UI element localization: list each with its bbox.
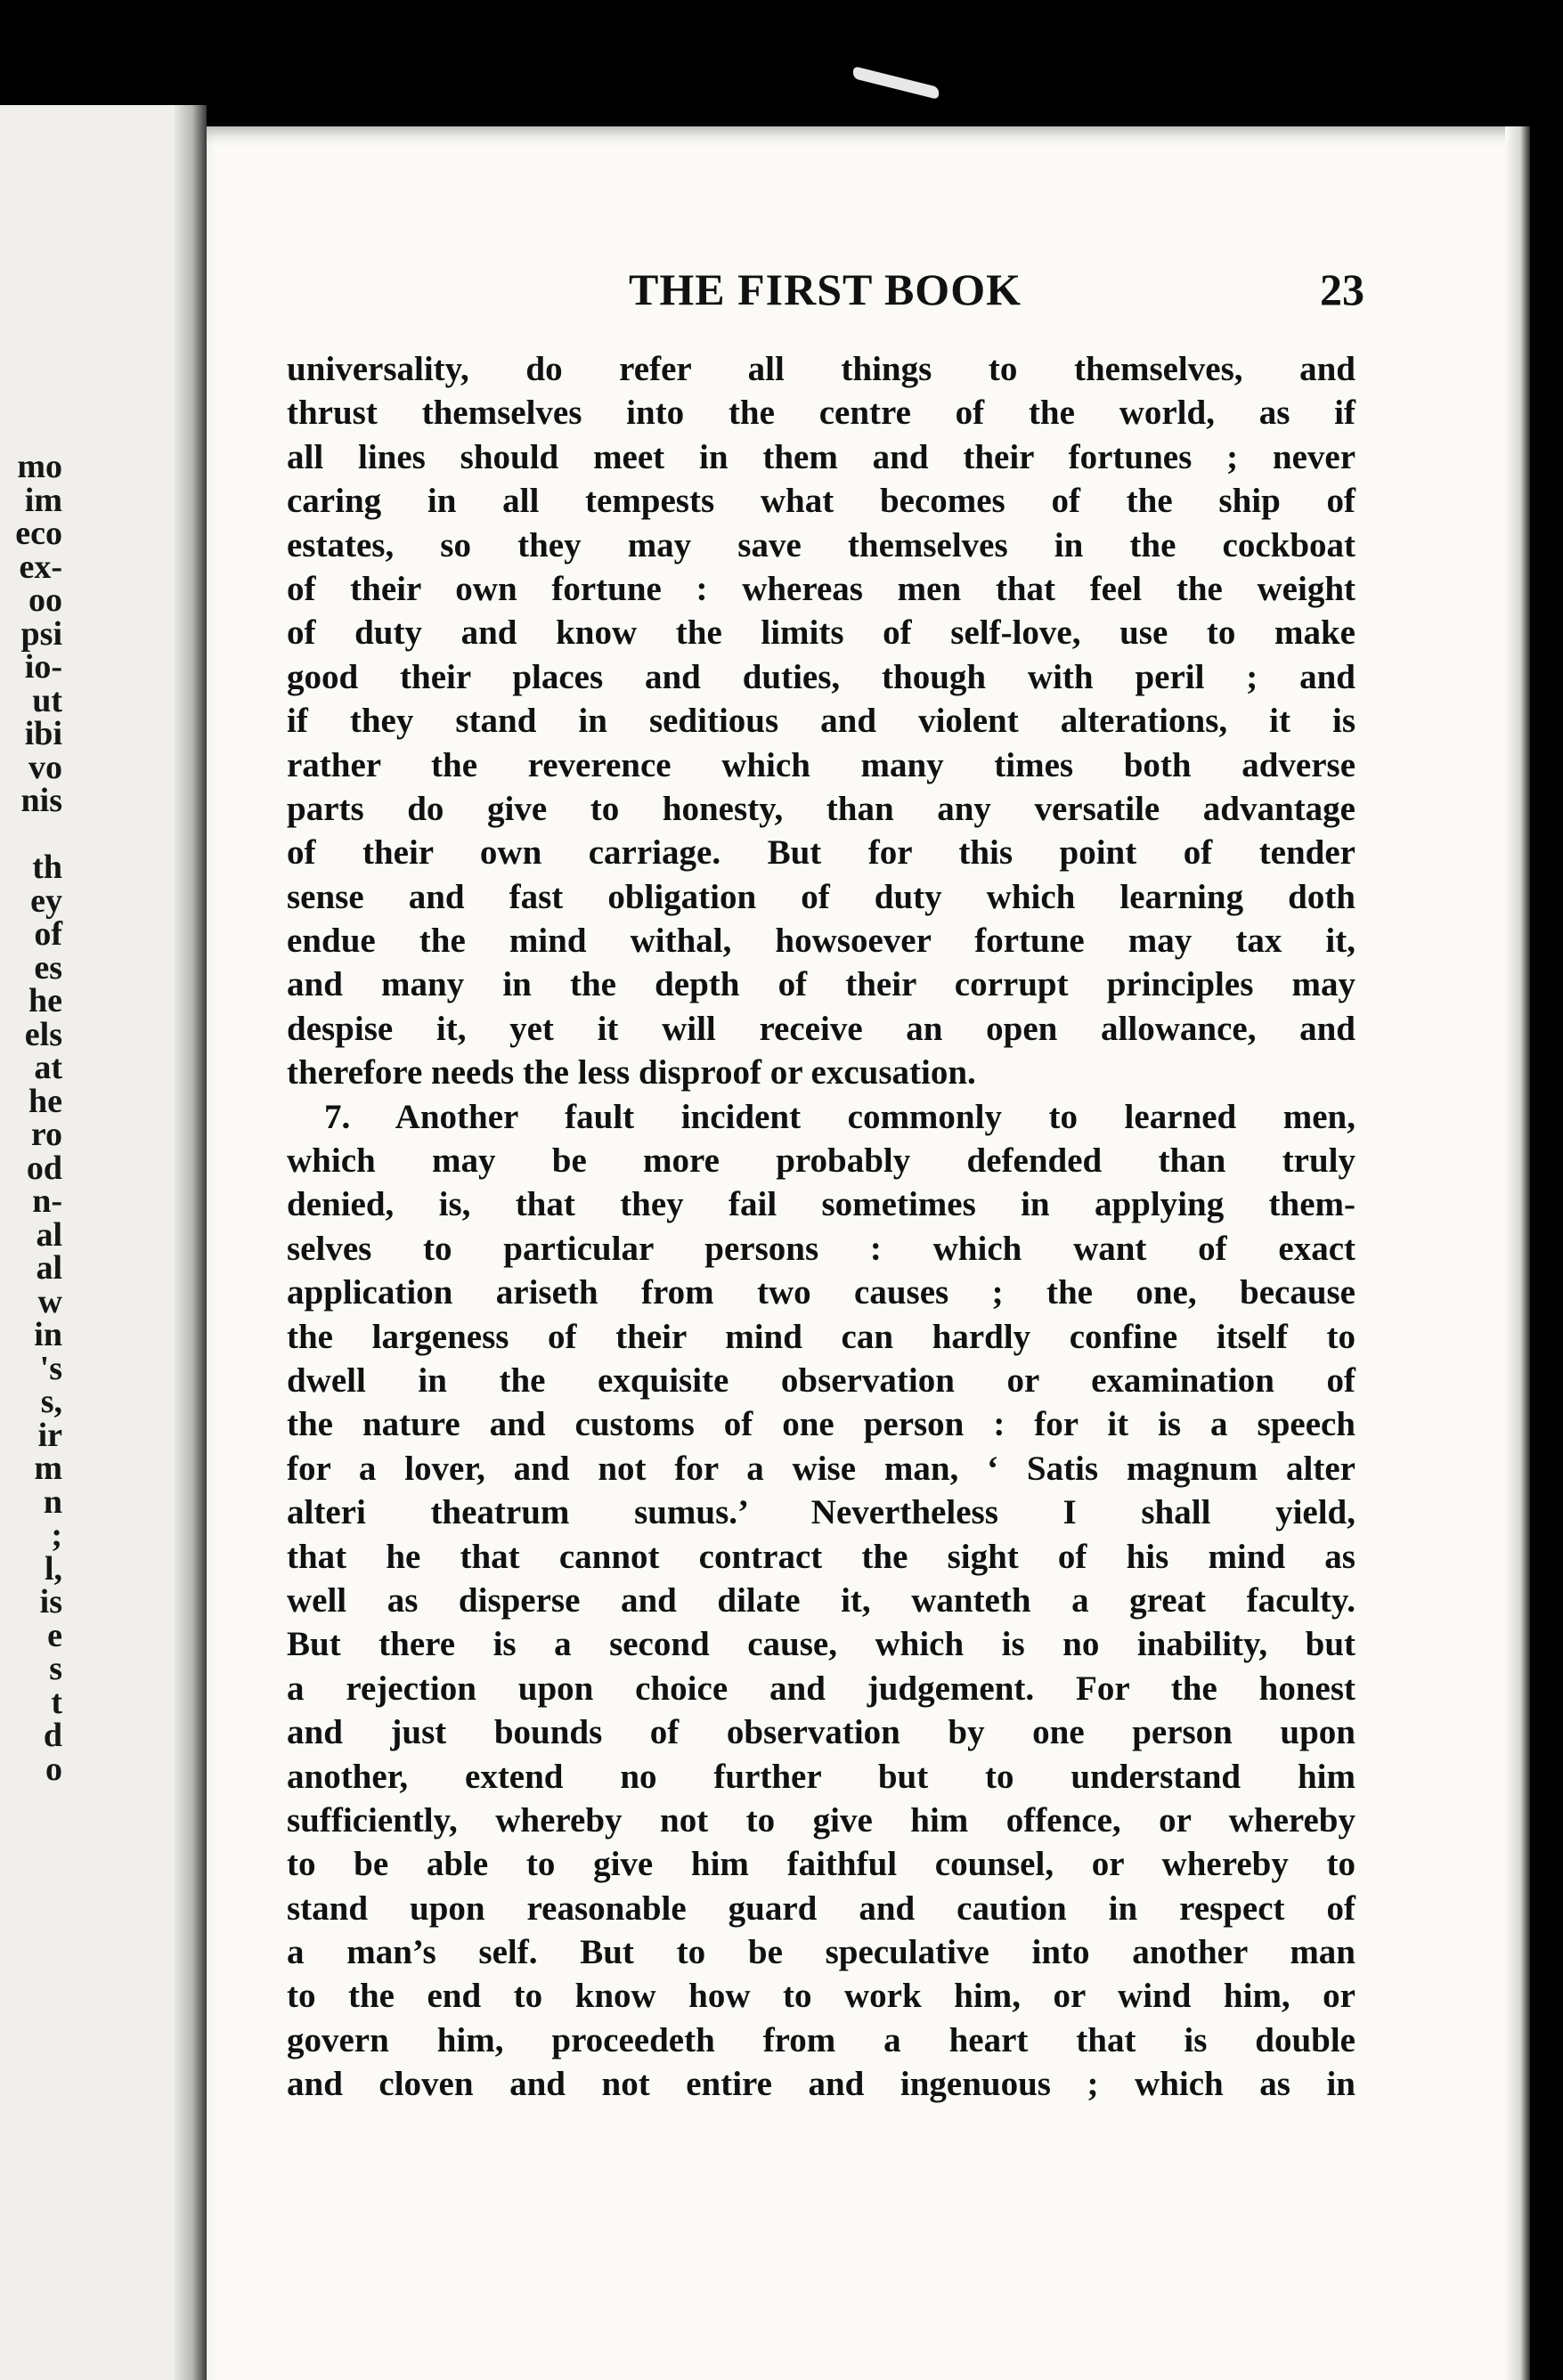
line-fragment: he <box>28 982 62 1019</box>
line-fragment: els <box>24 1015 62 1053</box>
text-line: But there is a second cause, which is no inability, but <box>287 1625 1355 1664</box>
text-line: all lines should meet in them and their fortunes ; never <box>287 437 1355 476</box>
text-line: stand upon reasonable guard and caution in respect of <box>287 1889 1355 1928</box>
text-line: application ariseth from two causes ; the one, because <box>287 1273 1355 1312</box>
text-line: if they stand in seditious and violent alterations, it is <box>287 702 1355 741</box>
text-line: of their own fortune : whereas men that feel the weight <box>287 569 1355 608</box>
line-fragment <box>0 818 62 852</box>
text-line: of their own carriage. But for this point of tender <box>287 833 1355 873</box>
line-fragment: in <box>34 1316 62 1353</box>
text-line: good their places and duties, though with peril ; and <box>287 657 1355 696</box>
text-line: rather the reverence which many times both adverse <box>287 745 1355 784</box>
line-fragment: th <box>32 849 62 886</box>
line-fragment: ibi <box>24 715 62 752</box>
line-fragment: of <box>34 915 62 953</box>
scan-artifact <box>853 66 939 100</box>
line-fragment: nis <box>20 782 62 819</box>
text-line: universality, do refer all things to themselves, and <box>287 350 1355 388</box>
text-line: and just bounds of observation by one person upon <box>287 1713 1355 1752</box>
text-line: sense and fast obligation of duty which learning doth <box>287 877 1355 916</box>
line-fragment: es <box>34 948 62 987</box>
line-fragment: at <box>34 1049 62 1086</box>
line-fragment: mo <box>17 448 62 485</box>
line-fragment: ir <box>37 1416 62 1454</box>
text-line: dwell in the exquisite observation or examination of <box>287 1361 1355 1400</box>
line-fragment: s, <box>40 1383 62 1420</box>
paragraph-end-line: therefore needs the less disproof or excusation. <box>287 1053 976 1093</box>
page-edge-shadow <box>1505 126 1530 2380</box>
running-title: THE FIRST BOOK <box>629 264 1022 314</box>
line-fragment: n- <box>32 1182 62 1220</box>
text-line: of duty and know the limits of self-love, use to make <box>287 613 1355 653</box>
line-fragment: t <box>51 1683 62 1721</box>
line-fragment: e <box>47 1616 62 1654</box>
line-fragment: l, <box>44 1549 62 1588</box>
previous-page-line-ends <box>0 448 62 1788</box>
line-fragment: ; <box>51 1516 62 1554</box>
text-line: the largeness of their mind can hardly confine itself to <box>287 1317 1355 1356</box>
text-line: which may be more probably defended than truly <box>287 1141 1355 1181</box>
line-fragment: od <box>26 1149 62 1187</box>
text-line: estates, so they may save themselves in the cockboat <box>287 525 1355 565</box>
text-line: to the end to know how to work him, or wind him, or <box>287 1977 1355 2016</box>
line-fragment: n <box>43 1482 62 1521</box>
line-fragment: s <box>49 1650 62 1687</box>
line-fragment: he <box>28 1082 62 1120</box>
text-line: parts do give to honesty, than any versatile advantage <box>287 789 1355 828</box>
text-line: the nature and customs of one person : for it is a speech <box>287 1405 1355 1444</box>
text-line: caring in all tempests what becomes of the ship of <box>287 482 1355 521</box>
text-line: and cloven and not entire and ingenuous ; which as in <box>287 2065 1355 2104</box>
text-line: thrust themselves into the centre of the world, as if <box>287 394 1355 433</box>
line-fragment: al <box>36 1249 62 1287</box>
text-line: endue the mind withal, howsoever fortune may tax it, <box>287 922 1355 961</box>
line-fragment: al <box>36 1215 62 1254</box>
previous-page-fragment <box>0 105 198 2380</box>
body-text <box>287 347 1355 2107</box>
text-line: a rejection upon choice and judgement. For the honest <box>287 1669 1355 1708</box>
text-line: and many in the depth of their corrupt principles may <box>287 965 1355 1004</box>
line-fragment: ro <box>30 1116 62 1153</box>
line-fragment: m <box>34 1450 62 1487</box>
line-fragment: 's <box>39 1349 62 1387</box>
text-line: a man’s self. But to be speculative into another man <box>287 1933 1355 1972</box>
line-fragment: ex- <box>19 548 62 586</box>
paragraph-start-line: 7. Another fault incident commonly to learned men, <box>324 1097 1355 1136</box>
line-fragment: psi <box>20 614 62 653</box>
text-line: despise it, yet it will receive an open allowance, and <box>287 1009 1355 1048</box>
line-fragment: vo <box>28 748 62 786</box>
book-gutter <box>175 105 207 2380</box>
text-line: sufficiently, whereby not to give him offence, or whereby <box>287 1800 1355 1840</box>
line-fragment: d <box>43 1717 62 1754</box>
text-line: that he that cannot contract the sight of his mind as <box>287 1537 1355 1576</box>
line-fragment: is <box>39 1583 62 1621</box>
running-head <box>0 264 1563 321</box>
line-fragment: o <box>45 1750 62 1788</box>
line-fragment: oo <box>28 581 62 619</box>
text-line: denied, is, that they fail sometimes in applying them- <box>287 1185 1355 1224</box>
text-line: to be able to give him faithful counsel, or whereby to <box>287 1845 1355 1884</box>
text-line: well as disperse and dilate it, wanteth a great faculty. <box>287 1580 1355 1620</box>
text-line: for a lover, and not for a wise man, ‘ Satis magnum alter <box>287 1449 1355 1488</box>
line-fragment: io- <box>24 648 62 686</box>
line-fragment: ey <box>30 881 62 920</box>
text-line: govern him, proceedeth from a heart that is double <box>287 2020 1355 2059</box>
line-fragment: eco <box>15 515 62 552</box>
text-line: selves to particular persons : which want of exact <box>287 1229 1355 1268</box>
page-number: 23 <box>1320 264 1364 314</box>
line-fragment: im <box>24 481 62 519</box>
text-line: alteri theatrum sumus.’ Nevertheless I shall yield, <box>287 1493 1355 1532</box>
line-fragment: w <box>37 1282 62 1320</box>
text-line: another, extend no further but to understand him <box>287 1757 1355 1796</box>
line-fragment: ut <box>32 681 62 719</box>
